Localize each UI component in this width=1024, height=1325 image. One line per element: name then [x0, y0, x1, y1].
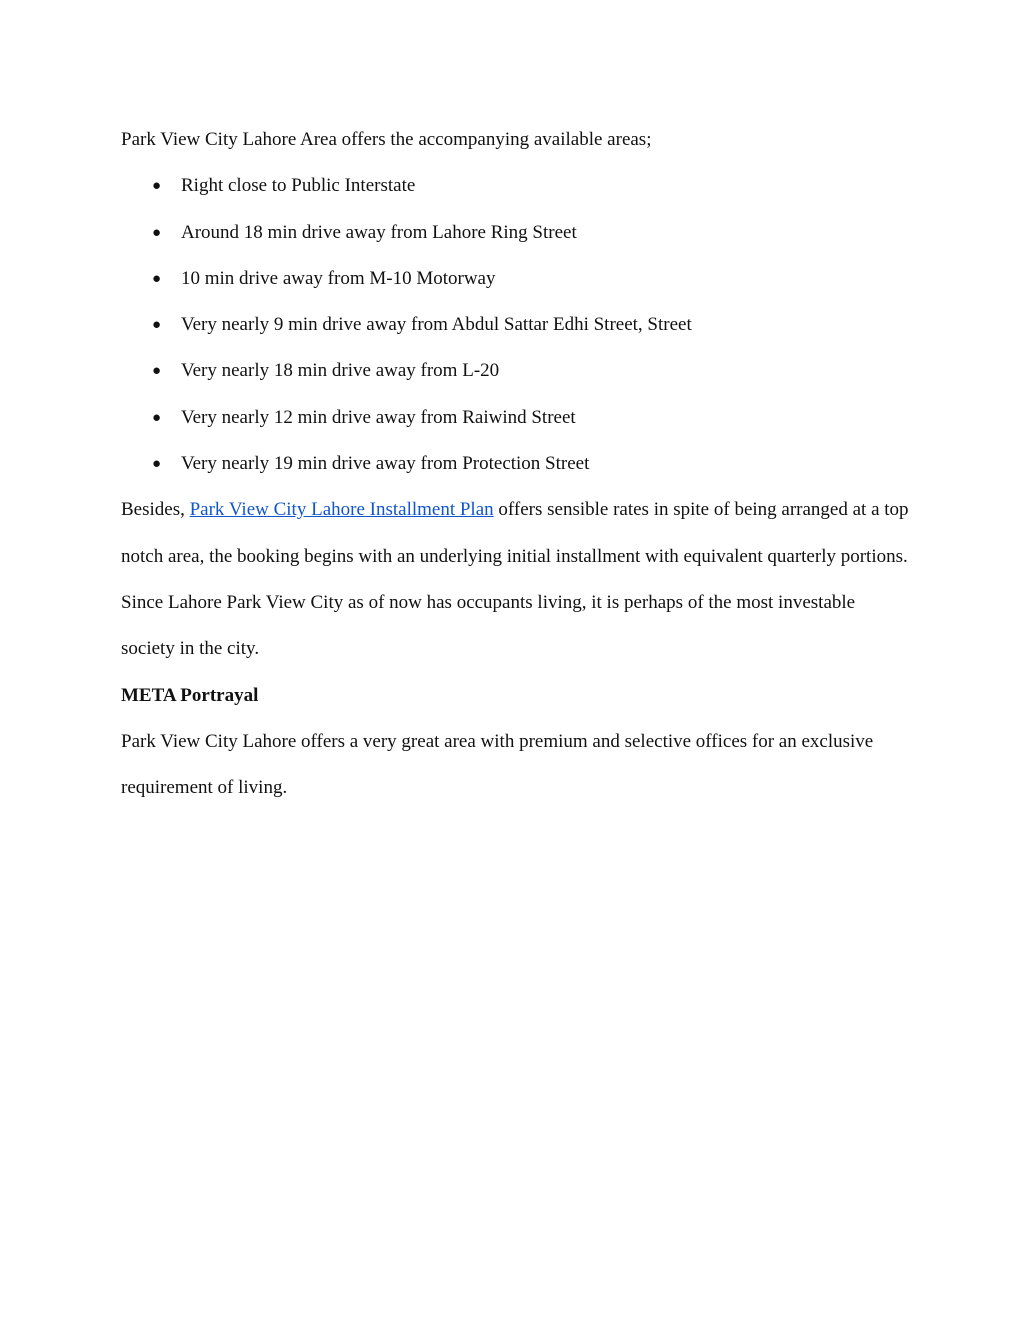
list-item-text: 10 min drive away from M-10 Motorway [181, 267, 496, 289]
list-item [121, 395, 911, 441]
paragraph-body-text: offers sensible rates in spite of being arranged at a top notch area, the booking begins with an underlying initial installment with equivalent quarterly portions. Since Lahore Park View City as of now has occupants living, it is perhaps of the most investable society in the city. [121, 499, 909, 660]
list-item [121, 210, 911, 256]
bullet-icon: ● [152, 363, 162, 380]
list-item-text: Around 18 min drive away from Lahore Ring Street [181, 221, 577, 243]
document-body [121, 117, 911, 811]
list-item [121, 163, 911, 209]
bullet-icon: ● [152, 317, 162, 334]
meta-heading: META Portrayal [121, 684, 259, 706]
bullet-icon: ● [152, 224, 162, 241]
list-item [121, 302, 911, 348]
list-item-text: Very nearly 12 min drive away from Raiwind Street [181, 406, 576, 428]
installment-plan-link[interactable]: Park View City Lahore Installment Plan [189, 499, 494, 521]
location-list [121, 163, 911, 487]
intro-paragraph: Park View City Lahore Area offers the accompanying available areas; [121, 129, 652, 150]
meta-paragraph: Park View City Lahore offers a very great area with premium and selective offices for an exclusive requirement of living. [121, 730, 874, 799]
list-item [121, 348, 911, 394]
list-item [121, 441, 911, 487]
installment-paragraph [121, 487, 911, 672]
bullet-icon: ● [152, 178, 162, 195]
list-item-text: Very nearly 9 min drive away from Abdul Sattar Edhi Street, Street [181, 314, 692, 336]
list-item-text: Right close to Public Interstate [181, 175, 416, 197]
bullet-icon: ● [152, 270, 162, 287]
list-item-text: Very nearly 19 min drive away from Protection Street [181, 453, 590, 475]
bullet-icon: ● [152, 456, 162, 473]
bullet-icon: ● [152, 409, 162, 426]
list-item-text: Very nearly 18 min drive away from L-20 [181, 360, 500, 382]
list-item [121, 256, 911, 302]
paragraph-lead-text: Besides, [121, 499, 190, 521]
